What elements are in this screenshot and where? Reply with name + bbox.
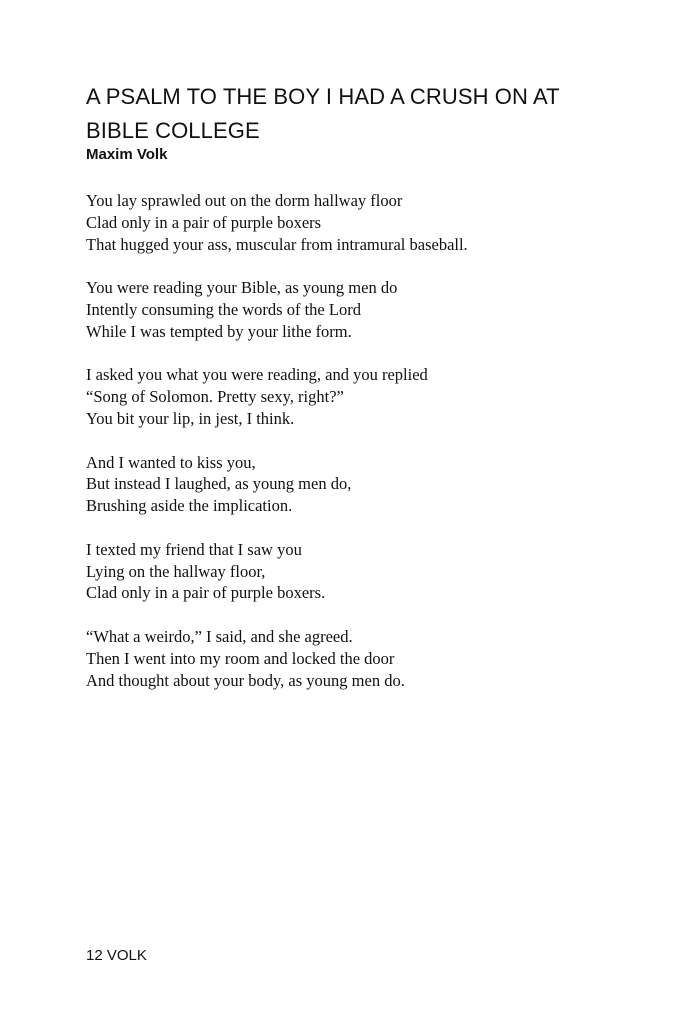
poem-line: And I wanted to kiss you, [86,452,256,472]
poem-title: A PSALM TO THE BOY I HAD A CRUSH ON AT BIBLE COLLEGE [86,84,560,143]
poem-line: “What a weirdo,” I said, and she agreed. [86,626,353,646]
poem-line: But instead I laughed, as young men do, [86,474,352,494]
poem-line: Clad only in a pair of purple boxers [86,212,322,232]
poem-line: You were reading your Bible, as young men do [86,278,398,298]
poem-line: You lay sprawled out on the dorm hallway floor [86,191,403,210]
stanza [86,626,646,691]
poem-body [86,190,646,713]
poem-line: I asked you what you were reading, and you replied [86,365,428,385]
poem-line: Brushing aside the implication. [86,496,293,516]
poem-line: I texted my friend that I saw you [86,539,302,559]
stanza [86,190,646,255]
poem-line: And thought about your body, as young men do. [86,670,405,690]
page-footer: 12 VOLK [86,947,147,964]
poem-line: Clad only in a pair of purple boxers. [86,583,326,603]
poem-line: While I was tempted by your lithe form. [86,321,352,341]
poem-line: That hugged your ass, muscular from intramural baseball. [86,234,468,254]
poem-author: Maxim Volk [86,146,168,163]
poem-line: Intently consuming the words of the Lord [86,299,361,319]
stanza [86,364,646,429]
stanza [86,277,646,342]
poem-line: You bit your lip, in jest, I think. [86,408,295,428]
poem-line: Lying on the hallway floor, [86,561,266,581]
stanza [86,539,646,604]
stanza [86,452,646,517]
poem-line: “Song of Solomon. Pretty sexy, right?” [86,387,344,407]
poem-line: Then I went into my room and locked the door [86,648,395,668]
